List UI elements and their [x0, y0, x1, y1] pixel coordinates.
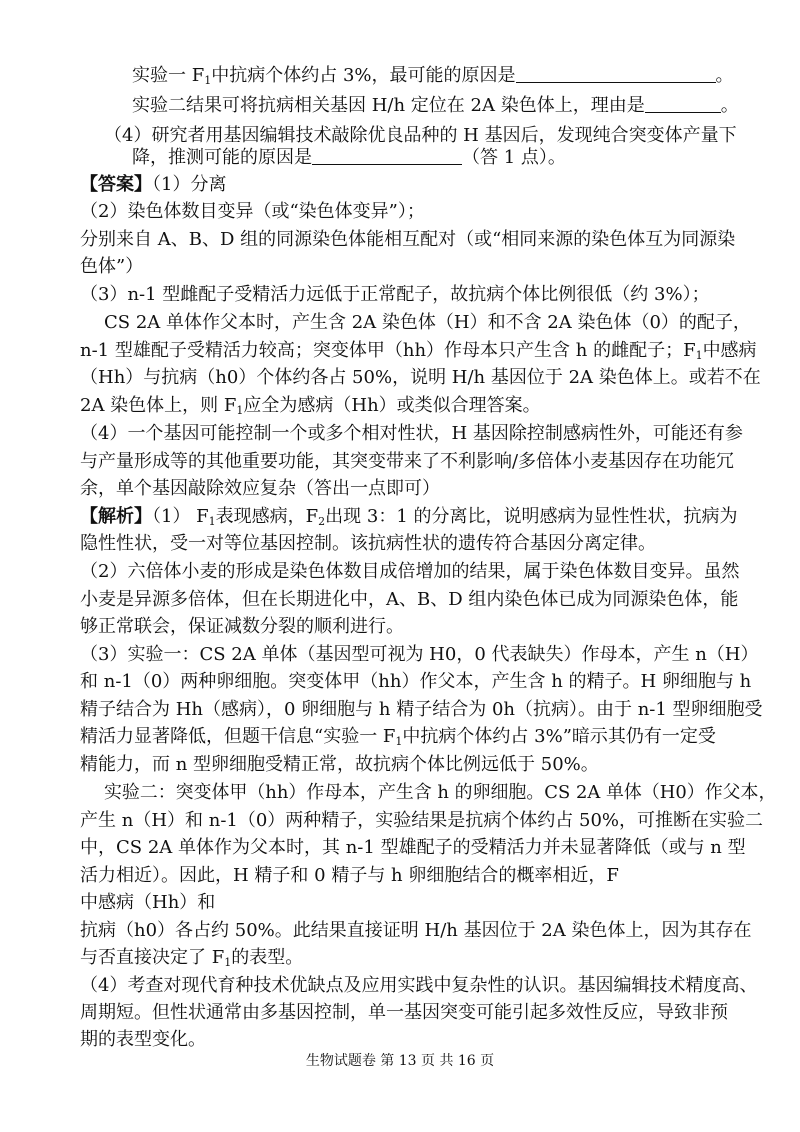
analysis-tag: 【解析】 [80, 506, 152, 527]
answer-line: 余，单个基因敲除效应复杂（答出一点即可） [80, 478, 440, 499]
answer-blank[interactable] [645, 96, 721, 113]
answer-line: （4）一个基因可能控制一个或多个相对性状，H 基因除控制感病性外，可能还有参 [80, 423, 743, 444]
answer-line: 与产量形成等的其他重要功能，其突变带来了不利影响/多倍体小麦基因存在功能冗 [80, 451, 735, 472]
analysis-line: 抗病（h0）各占约 50%。此结果直接证明 H/h 基因位于 2A 染色体上，因为其存在 [80, 920, 752, 941]
analysis-line: 与否直接决定了 $F_1$的表型。 [80, 947, 304, 969]
answer-line: 2A 染色体上，则 $F_1$应全为感病（Hh）或类似合理答案。 [80, 395, 541, 417]
analysis-line: 活力相近）。因此，H 精子和 0 精子与 h 卵细胞结合的概率相近，F [80, 865, 619, 886]
answer-line: 色体”） [80, 256, 144, 277]
page-footer: 生物试题卷 第 13 页 共 16 页 [305, 1053, 495, 1069]
analysis-line: 产生 n（H）和 n-1（0）两种精子，实验结果是抗病个体约占 50%，可推断在实验二 [80, 810, 764, 831]
analysis-line: 期的表型变化。 [80, 1029, 206, 1050]
answer-blank[interactable] [312, 148, 462, 165]
answer-line: n-1 型雄配子受精活力较高；突变体甲（hh）作母本只产生含 h 的雌配子；$F_1$中感病 [80, 340, 757, 362]
answer-line: 【答案】（1）分离 [80, 174, 227, 195]
analysis-line: 【解析】（1） $F_1$表现感病，$F_2$出现 3：1 的分离比，说明感病为显性性状，抗病为 [80, 506, 738, 528]
analysis-line: 小麦是异源多倍体，但在长期进化中，A、B、D 组内染色体已成为同源染色体，能 [80, 589, 739, 610]
analysis-line: （4）考查对现代育种技术优缺点及应用实践中复杂性的认识。基因编辑技术精度高、 [80, 975, 758, 996]
analysis-line: 精子结合为 Hh（感病），0 卵细胞与 h 精子结合为 0h（抗病）。由于 n-1 型卵细胞受 [80, 699, 763, 720]
analysis-line: 精活力显著降低，但题干信息“实验一 $F_1$中抗病个体约占 3%”暗示其仍有一定受 [80, 726, 716, 748]
answer-blank[interactable] [516, 66, 716, 83]
analysis-line: 中感病（Hh）和 [80, 892, 216, 913]
answer-line: CS 2A 单体作父本时，产生含 2A 染色体（H）和不含 2A 染色体（0）的配子， [104, 312, 751, 333]
analysis-line: 实验二：突变体甲（hh）作母本，产生含 h 的卵细胞。CS 2A 单体（H0）作父本， [104, 782, 777, 803]
analysis-line: 够正常联会，保证减数分裂的顺利进行。 [80, 616, 404, 637]
analysis-line: 和 n-1（0）两种卵细胞。突变体甲（hh）作父本，产生含 h 的精子。H 卵细胞与 h [80, 671, 752, 692]
answer-line: （Hh）与抗病（h0）个体约各占 50%，说明 H/h 基因位于 2A 染色体上。或若不在 [80, 367, 761, 388]
exp1-question-line: 实验一 $F_1$中抗病个体约占 3%，最可能的原因是 。 [132, 65, 734, 87]
analysis-line: 隐性性状，受一对等位基因控制。该抗病性状的遗传符合基因分离定律。 [80, 533, 656, 554]
answer-line: （3）n-1 型雌配子受精活力远低于正常配子，故抗病个体比例很低（约 3%）； [80, 284, 710, 305]
q4-line: （4）研究者用基因编辑技术敲除优良品种的 H 基因后，发现纯合突变体产量下 [104, 125, 737, 146]
answer-line: 分别来自 A、B、D 组的同源染色体能相互配对（或“相同来源的染色体互为同源染 [80, 229, 736, 250]
exp2-question-line: 实验二结果可将抗病相关基因 H/h 定位在 2A 染色体上，理由是 。 [132, 95, 739, 116]
analysis-line: （3）实验一：CS 2A 单体（基因型可视为 H0，0 代表缺失）作母本，产生 n（H） [80, 644, 759, 665]
analysis-line: 中，CS 2A 单体作为父本时，其 n-1 型雄配子的受精活力并未显著降低（或与 n 型 [80, 837, 746, 858]
q4-line: 降，推测可能的原因是 （答 1 点）。 [132, 147, 566, 168]
answer-tag: 【答案】 [80, 174, 152, 195]
analysis-line: 精能力，而 n 型卵细胞受精正常，故抗病个体比例远低于 50%。 [80, 754, 599, 775]
analysis-line: 周期短。但性状通常由多基因控制，单一基因突变可能引起多效性反应，导致非预 [80, 1002, 728, 1023]
analysis-line: （2）六倍体小麦的形成是染色体数目成倍增加的结果，属于染色体数目变异。虽然 [80, 561, 740, 582]
answer-line: （2）染色体数目变异（或“染色体变异”）； [80, 201, 425, 222]
